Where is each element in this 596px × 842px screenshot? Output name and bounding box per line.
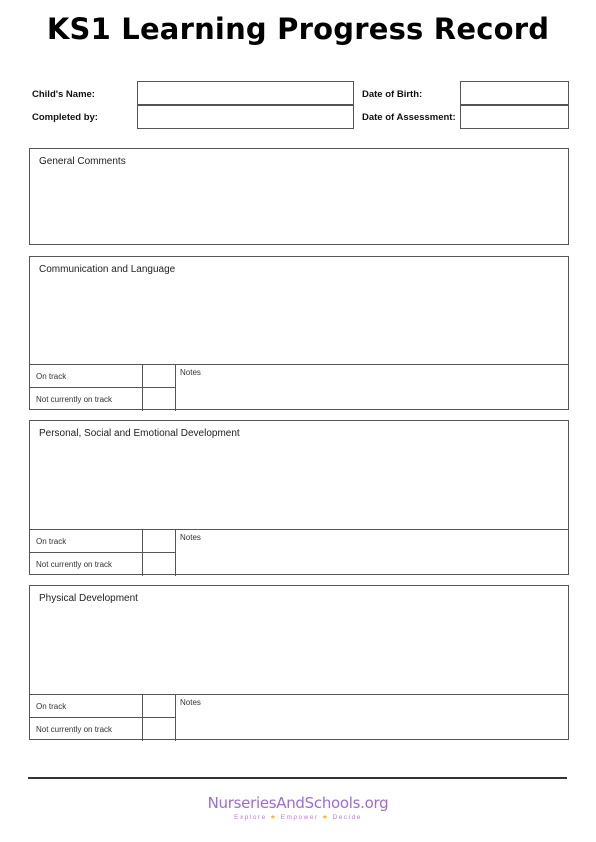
not-on-track-row [30, 388, 176, 411]
on-track-checkbox[interactable] [142, 530, 176, 552]
on-track-label: On track [36, 537, 67, 546]
section-title: Communication and Language [39, 264, 176, 275]
on-track-checkbox[interactable] [142, 365, 176, 387]
on-track-row [30, 530, 176, 553]
not-on-track-label: Not currently on track [36, 725, 113, 734]
not-on-track-label: Not currently on track [36, 560, 113, 569]
section-title: Physical Development [39, 593, 138, 604]
nurseries-and-schools-logo [0, 794, 596, 821]
personal-social-section [29, 420, 569, 575]
date-of-assessment-field[interactable] [460, 105, 569, 129]
not-on-track-checkbox[interactable] [142, 553, 176, 576]
on-track-row [30, 365, 176, 388]
tagline-decide: Decide [332, 814, 362, 821]
communication-language-section [29, 256, 569, 410]
on-track-row [30, 695, 176, 718]
tagline-explore: Explore [234, 814, 267, 821]
completed-by-field[interactable] [137, 105, 354, 129]
general-comments-box[interactable] [29, 148, 569, 245]
page-title: KS1 Learning Progress Record [46, 12, 550, 46]
not-on-track-row [30, 718, 176, 741]
logo-tagline [0, 813, 596, 821]
on-track-label: On track [36, 702, 67, 711]
notes-label: Notes [180, 533, 201, 542]
date-of-birth-label: Date of Birth: [362, 89, 423, 100]
not-on-track-label: Not currently on track [36, 395, 113, 404]
date-of-assessment-label: Date of Assessment: [362, 112, 456, 123]
childs-name-field[interactable] [137, 81, 354, 105]
notes-label: Notes [180, 368, 201, 377]
star-icon: ★ [270, 814, 278, 821]
tagline-empower: Empower [280, 814, 319, 821]
on-track-label: On track [36, 372, 67, 381]
physical-development-section [29, 585, 569, 740]
on-track-checkbox[interactable] [142, 695, 176, 717]
general-comments-title: General Comments [39, 156, 126, 167]
not-on-track-checkbox[interactable] [142, 388, 176, 411]
footer-divider [28, 777, 567, 779]
childs-name-label: Child's Name: [32, 89, 95, 100]
logo-text: NurseriesAndSchools.org [207, 794, 389, 812]
notes-label: Notes [180, 698, 201, 707]
not-on-track-row [30, 553, 176, 576]
star-icon: ★ [321, 814, 330, 821]
section-title: Personal, Social and Emotional Development [39, 428, 240, 439]
not-on-track-checkbox[interactable] [142, 718, 176, 741]
date-of-birth-field[interactable] [460, 81, 569, 105]
completed-by-label: Completed by: [32, 112, 98, 123]
